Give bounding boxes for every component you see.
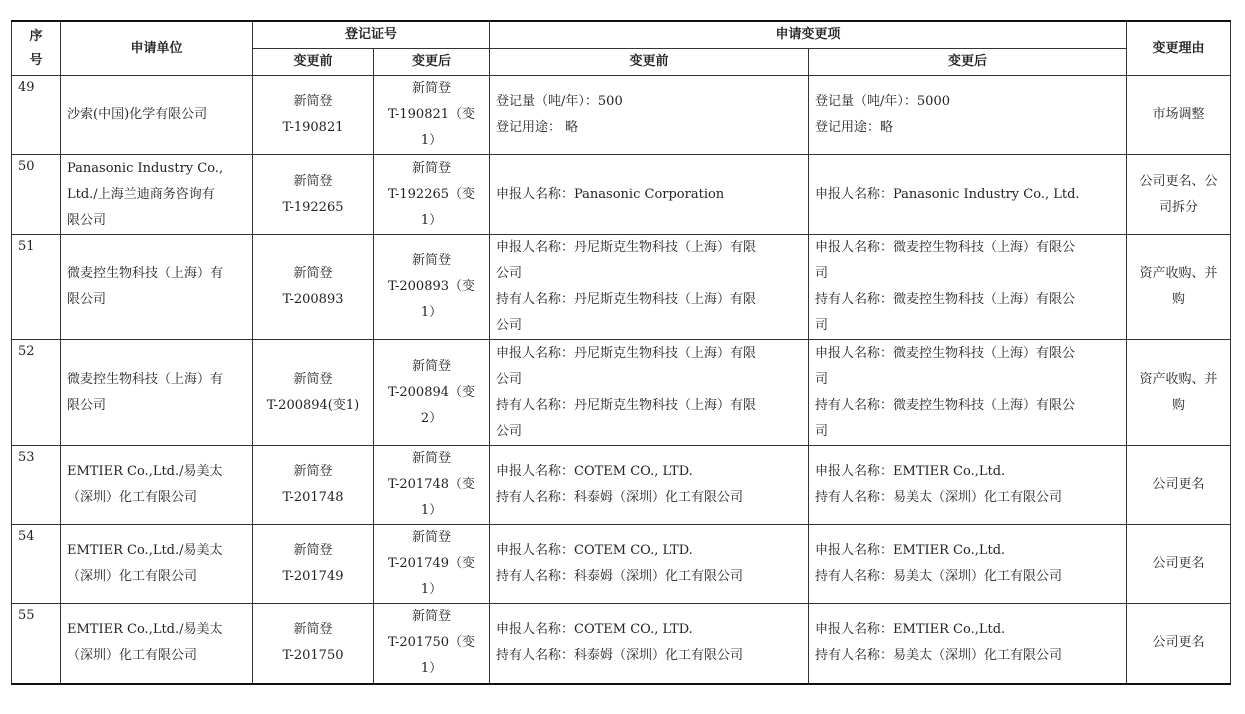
registration-change-table [11,20,1231,685]
cell-no: 49 [12,76,61,155]
cell-reason: 公司更名、公 司拆分 [1127,155,1231,235]
cell-item-before: 申报人名称：COTEM CO., LTD. 持有人名称：科泰姆（深圳）化工有限公司 [490,525,809,604]
cell-item-after: 申报人名称：EMTIER Co.,Ltd. 持有人名称：易美太（深圳）化工有限公司 [809,446,1127,525]
cell-reg-before: 新简登 T-201750 [253,604,374,684]
cell-no: 54 [12,525,61,604]
cell-reg-after: 新简登 T-190821（变 1） [374,76,490,155]
table-row [12,76,1231,155]
header-unit: 申请单位 [61,21,253,76]
cell-item-before: 申报人名称：丹尼斯克生物科技（上海）有限 公司 持有人名称：丹尼斯克生物科技（上海）有限 公司 [490,235,809,340]
cell-unit: 微麦控生物科技（上海）有 限公司 [61,340,253,446]
cell-reason: 资产收购、并 购 [1127,340,1231,446]
header-item-after: 变更后 [809,49,1127,76]
table-body [12,76,1231,684]
header-reg-after: 变更后 [374,49,490,76]
cell-reg-before: 新简登 T-192265 [253,155,374,235]
cell-reason: 市场调整 [1127,76,1231,155]
header-reg-no: 登记证号 [253,21,490,49]
cell-item-before: 申报人名称：COTEM CO., LTD. 持有人名称：科泰姆（深圳）化工有限公司 [490,604,809,684]
table-row [12,155,1231,235]
cell-reg-after: 新简登 T-192265（变 1） [374,155,490,235]
cell-unit: EMTIER Co.,Ltd./易美太 （深圳）化工有限公司 [61,446,253,525]
cell-item-after: 登记量（吨/年）：5000 登记用途：略 [809,76,1127,155]
cell-item-after: 申报人名称：EMTIER Co.,Ltd. 持有人名称：易美太（深圳）化工有限公司 [809,525,1127,604]
cell-reason: 公司更名 [1127,446,1231,525]
cell-no: 52 [12,340,61,446]
cell-reg-before: 新简登 T-200893 [253,235,374,340]
cell-unit: 微麦控生物科技（上海）有 限公司 [61,235,253,340]
table-row [12,604,1231,684]
cell-item-before: 申报人名称：Panasonic Corporation [490,155,809,235]
cell-reg-after: 新简登 T-201749（变 1） [374,525,490,604]
cell-reg-after: 新简登 T-201748（变 1） [374,446,490,525]
cell-reg-after: 新简登 T-200894（变 2） [374,340,490,446]
cell-reason: 公司更名 [1127,525,1231,604]
cell-reg-before: 新简登 T-190821 [253,76,374,155]
header-reg-before: 变更前 [253,49,374,76]
table-header [12,21,1231,76]
cell-no: 55 [12,604,61,684]
cell-item-before: 申报人名称：丹尼斯克生物科技（上海）有限 公司 持有人名称：丹尼斯克生物科技（上海）有限 公司 [490,340,809,446]
cell-item-after: 申报人名称：EMTIER Co.,Ltd. 持有人名称：易美太（深圳）化工有限公司 [809,604,1127,684]
table-row [12,525,1231,604]
cell-reg-before: 新简登 T-201749 [253,525,374,604]
header-item-before: 变更前 [490,49,809,76]
cell-reason: 公司更名 [1127,604,1231,684]
cell-unit: EMTIER Co.,Ltd./易美太 （深圳）化工有限公司 [61,525,253,604]
cell-reg-before: 新简登 T-201748 [253,446,374,525]
cell-no: 50 [12,155,61,235]
header-reason: 变更理由 [1127,21,1231,76]
cell-no: 51 [12,235,61,340]
table-row [12,235,1231,340]
cell-item-after: 申报人名称：Panasonic Industry Co., Ltd. [809,155,1127,235]
cell-item-after: 申报人名称：微麦控生物科技（上海）有限公 司 持有人名称：微麦控生物科技（上海）有限公 司 [809,235,1127,340]
cell-item-before: 登记量（吨/年）：500 登记用途： 略 [490,76,809,155]
header-change-item: 申请变更项 [490,21,1127,49]
table-row [12,340,1231,446]
cell-reg-after: 新简登 T-200893（变 1） [374,235,490,340]
cell-item-before: 申报人名称：COTEM CO., LTD. 持有人名称：科泰姆（深圳）化工有限公司 [490,446,809,525]
cell-unit: EMTIER Co.,Ltd./易美太 （深圳）化工有限公司 [61,604,253,684]
cell-item-after: 申报人名称：微麦控生物科技（上海）有限公 司 持有人名称：微麦控生物科技（上海）有限公 司 [809,340,1127,446]
document-page [11,20,1230,685]
table-row [12,446,1231,525]
cell-reg-before: 新简登 T-200894(变1) [253,340,374,446]
cell-unit: Panasonic Industry Co., Ltd./上海兰迪商务咨询有 限公司 [61,155,253,235]
cell-reg-after: 新简登 T-201750（变 1） [374,604,490,684]
cell-unit: 沙索(中国)化学有限公司 [61,76,253,155]
cell-reason: 资产收购、并 购 [1127,235,1231,340]
header-no: 序 号 [12,21,61,76]
cell-no: 53 [12,446,61,525]
